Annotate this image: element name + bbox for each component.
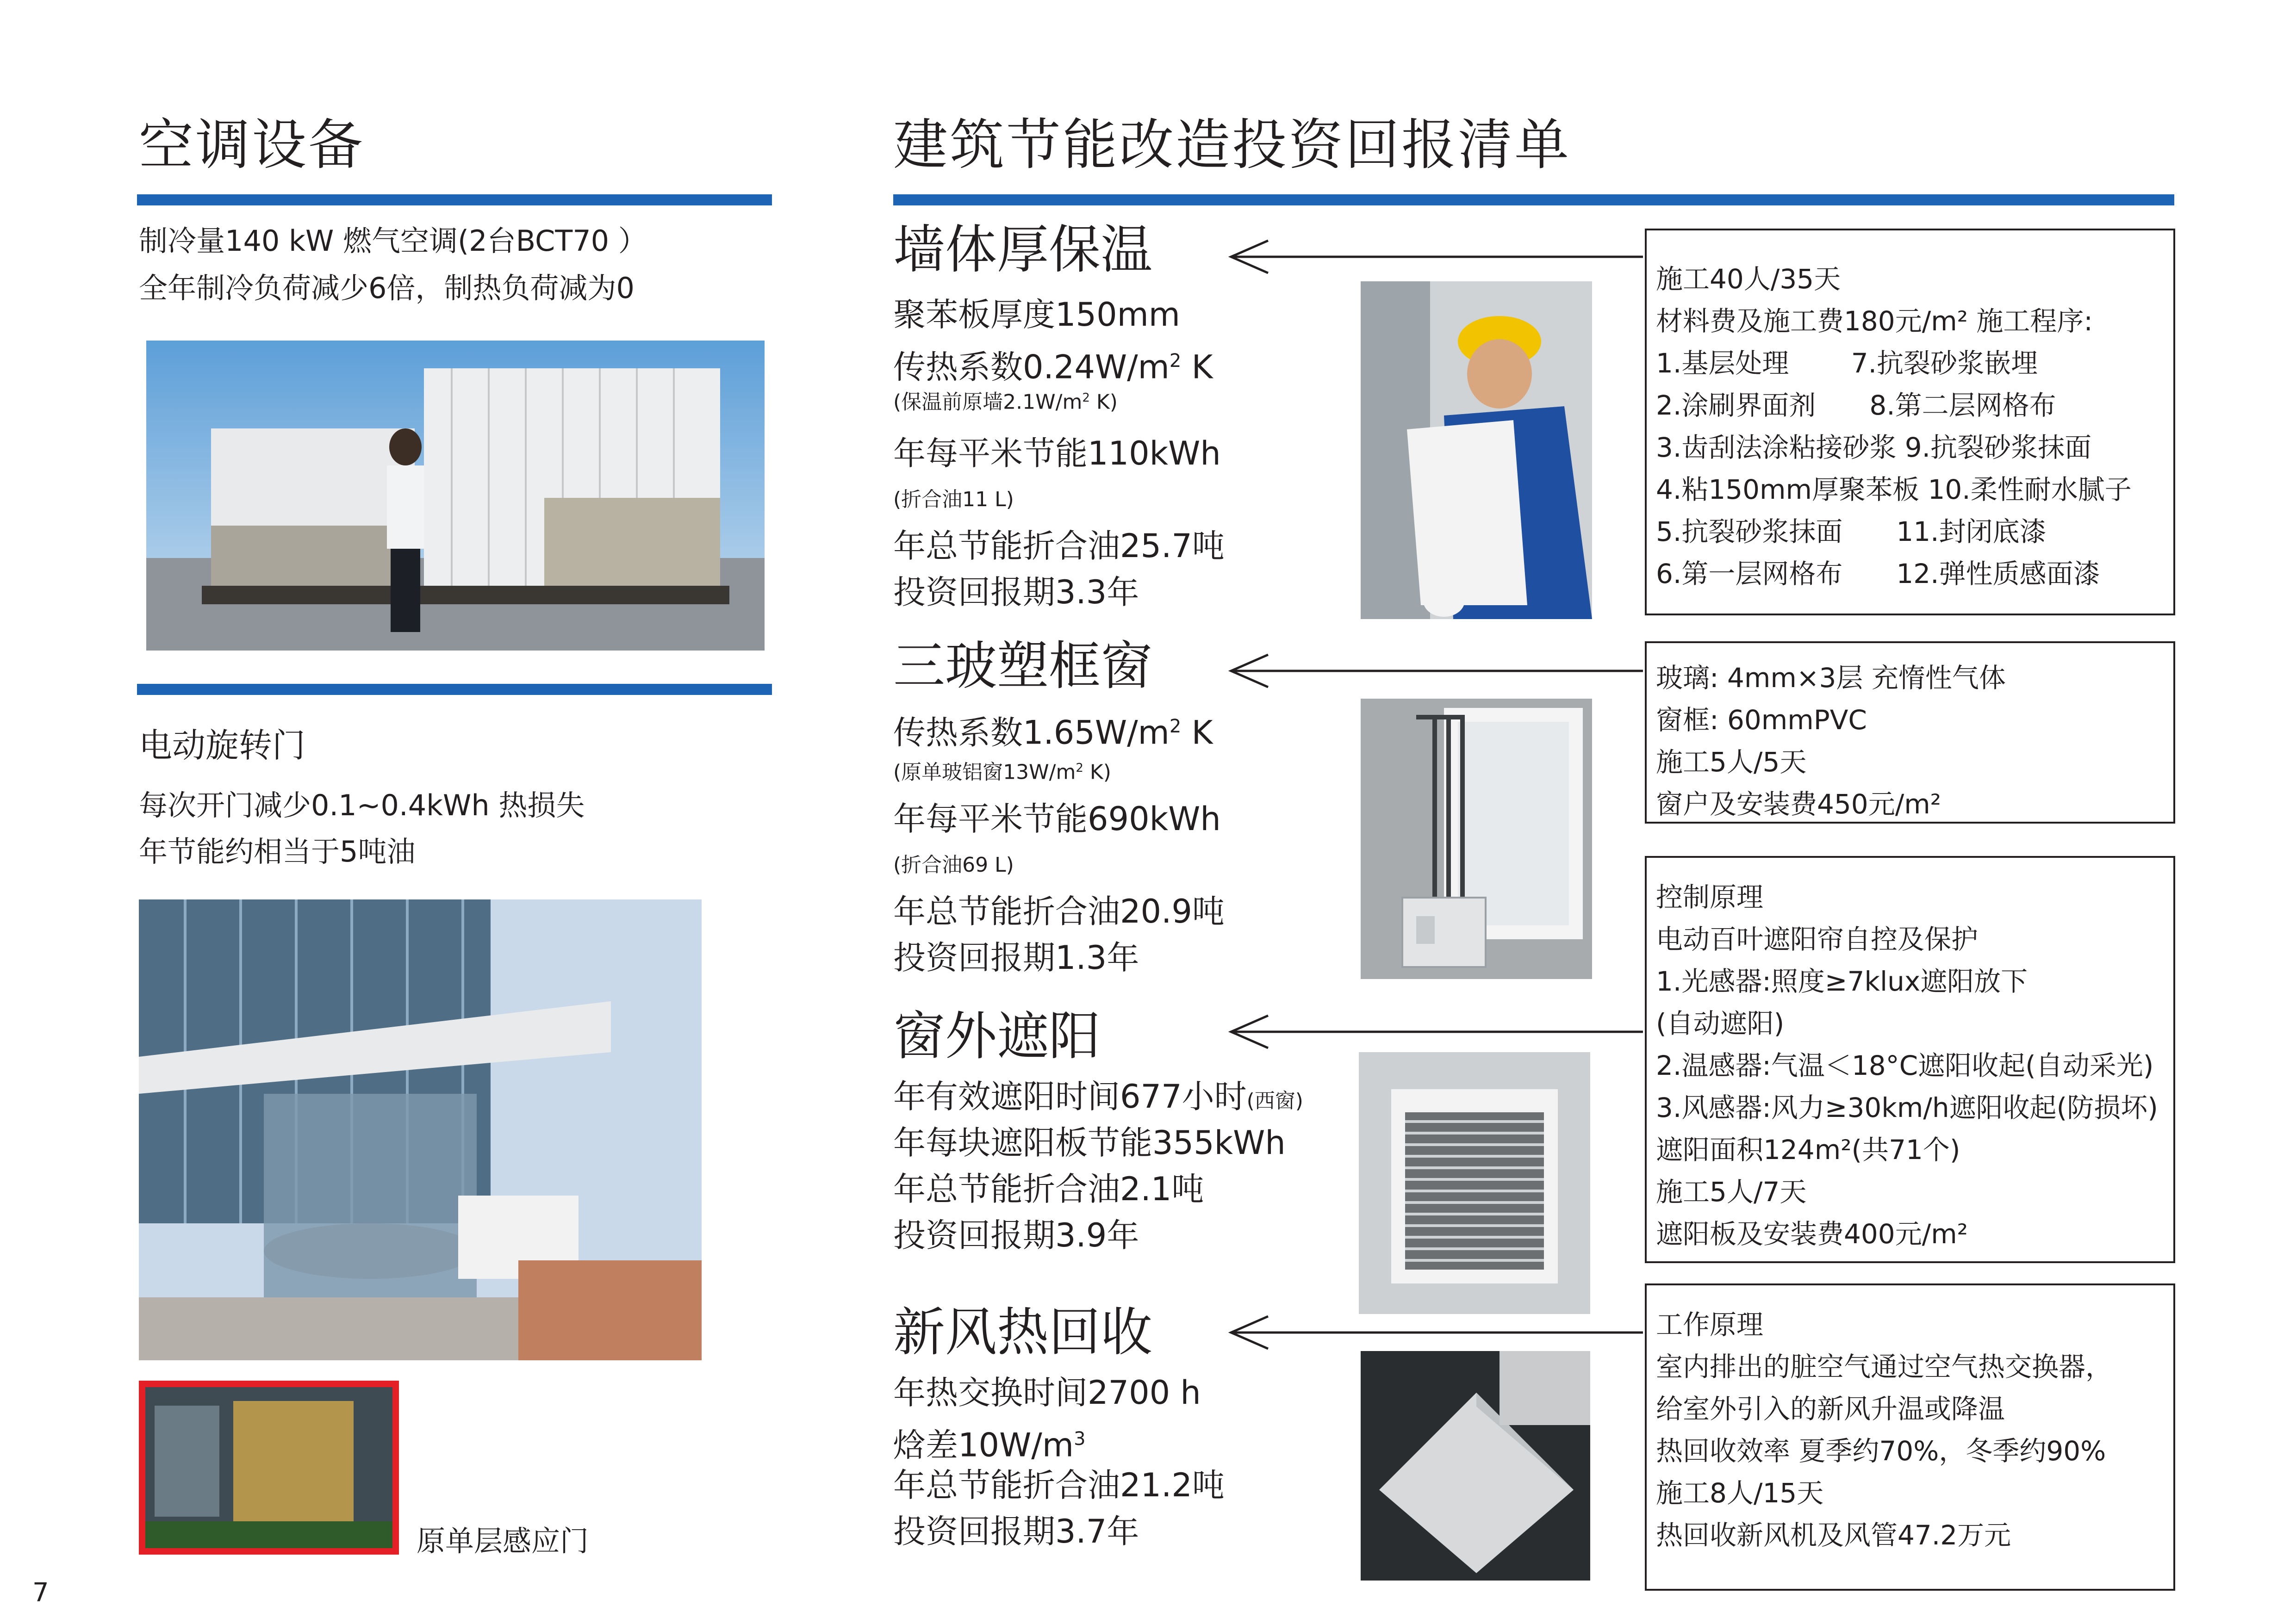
window-line-5: 年总节能折合油20.9吨 <box>893 893 1225 930</box>
wall-box-line: 1.基层处理 7.抗裂砂浆嵌埋 <box>1656 347 2038 379</box>
ac-line-2: 全年制冷负荷减少6倍，制热负荷减为0 <box>139 271 635 305</box>
heat-exchanger-photo <box>1361 1351 1590 1581</box>
door-divider <box>137 684 772 695</box>
title-divider <box>893 194 2174 205</box>
window-line-6: 投资回报期1.3年 <box>893 939 1139 977</box>
window-box-line: 窗框: 60mmPVC <box>1656 704 1867 736</box>
wall-line-7: 投资回报期3.3年 <box>893 573 1139 611</box>
wall-line-4: 年每平米节能110kWh <box>893 434 1221 472</box>
wall-line-5: (折合油11 L) <box>893 488 1014 511</box>
shading-box-line: 电动百叶遮阳帘自控及保护 <box>1656 924 1979 955</box>
heat-box-line: 施工8人/15天 <box>1656 1477 1824 1509</box>
shading-line-4: 投资回报期3.9年 <box>893 1216 1139 1254</box>
ac-photo <box>146 341 765 651</box>
ac-title: 空调设备 <box>139 113 365 177</box>
wall-box-line: 5.抗裂砂浆抹面 11.封闭底漆 <box>1656 516 2047 547</box>
wall-box-line: 4.粘150mm厚聚苯板 10.柔性耐水腻子 <box>1656 474 2132 505</box>
shading-box-line: 2.温感器:气温＜18°C遮阳收起(自动采光) <box>1656 1050 2154 1081</box>
section-heading-shading: 窗外遮阳 <box>893 1006 1101 1066</box>
window-line-2: (原单玻铝窗$13W/m^2$ K) <box>893 760 1111 784</box>
shading-info-box <box>1645 856 2175 1263</box>
wall-info-box <box>1645 229 2175 615</box>
heat-info-box <box>1645 1283 2175 1591</box>
heat-box-line: 室内排出的脏空气通过空气热交换器， <box>1656 1351 2113 1382</box>
window-line-1: 传热系数$1.65W/m^2$ K <box>893 713 1213 752</box>
shading-line-2: 年每块遮阳板节能355kWh <box>893 1124 1286 1162</box>
wall-box-line: 3.齿刮法涂粘接砂浆 9.抗裂砂浆抹面 <box>1656 432 2092 463</box>
worker-photo <box>1361 281 1592 619</box>
door-title: 电动旋转门 <box>139 726 306 765</box>
section-heading-wall: 墙体厚保温 <box>893 220 1152 280</box>
window-box-line: 施工5人/5天 <box>1656 746 1807 778</box>
shading-line-1: 年有效遮阳时间677小时(西窗) <box>893 1078 1303 1116</box>
shading-box-line: 遮阳板及安装费400元/m² <box>1656 1218 1968 1250</box>
arrow-left-icon <box>1226 652 1643 689</box>
shading-box-line: 3.风感器:风力≥30km/h遮阳收起(防损坏) <box>1656 1092 2158 1123</box>
old-door-caption: 原单层感应门 <box>417 1524 589 1558</box>
heat-box-line: 热回收效率 夏季约70%，冬季约90% <box>1656 1435 2106 1467</box>
window-line-4: (折合油69 L) <box>893 853 1014 877</box>
heat-box-line: 给室外引入的新风升温或降温 <box>1656 1393 2005 1425</box>
heat-line-2: 焓差$10W/m^3$ <box>893 1426 1086 1464</box>
arrow-left-icon <box>1226 238 1643 275</box>
shading-box-line: 控制原理 <box>1656 881 1764 913</box>
wall-box-line: 6.第一层网格布 12.弹性质感面漆 <box>1656 558 2100 589</box>
window-box-line: 窗户及安装费450元/m² <box>1656 788 1941 820</box>
heat-line-3: 年总节能折合油21.2吨 <box>893 1466 1225 1504</box>
shading-box-line: (自动遮阳) <box>1656 1008 1785 1039</box>
section-heading-heat-recovery: 新风热回收 <box>893 1302 1152 1363</box>
page-title: 建筑节能改造投资回报清单 <box>893 113 1571 177</box>
wall-box-line: 2.涂刷界面剂 8.第二层网格布 <box>1656 390 2056 421</box>
wall-line-3: (保温前原墙$2.1W/m^2$ K) <box>893 390 1118 414</box>
page-number: 7 <box>32 1578 49 1608</box>
window-line-3: 年每平米节能690kWh <box>893 800 1221 838</box>
section-heading-window: 三玻塑框窗 <box>893 636 1152 696</box>
shading-box-line: 遮阳面积124m²(共71个) <box>1656 1134 1960 1165</box>
door-line-1: 每次开门减少0.1~0.4kWh 热损失 <box>139 788 585 822</box>
door-line-2: 年节能约相当于5吨油 <box>139 835 416 868</box>
window-box-line: 玻璃: 4mm×3层 充惰性气体 <box>1656 662 2006 694</box>
revolving-door-photo <box>139 899 702 1360</box>
old-door-photo <box>139 1381 399 1555</box>
wall-line-6: 年总节能折合油25.7吨 <box>893 527 1225 565</box>
ac-line-1: 制冷量140 kW 燃气空调(2台BCT70 ） <box>139 224 647 258</box>
wall-box-line: 施工40人/35天 <box>1656 263 1841 295</box>
heat-box-line: 热回收新风机及风管47.2万元 <box>1656 1519 2011 1551</box>
arrow-left-icon <box>1226 1314 1643 1351</box>
shading-box-line: 施工5人/7天 <box>1656 1176 1807 1208</box>
wall-box-line: 材料费及施工费180元/m² 施工程序: <box>1656 305 2093 337</box>
shading-box-line: 1.光感器:照度≥7klux遮阳放下 <box>1656 966 2028 997</box>
heat-line-1: 年热交换时间2700 h <box>893 1374 1201 1412</box>
wall-line-2: 传热系数$0.24W/m^2$ K <box>893 348 1213 386</box>
window-frame-photo <box>1361 699 1592 979</box>
arrow-left-icon <box>1226 1013 1643 1050</box>
shutter-photo <box>1359 1052 1590 1314</box>
shading-line-3: 年总节能折合油2.1吨 <box>893 1170 1204 1208</box>
window-info-box <box>1645 641 2175 824</box>
heat-line-4: 投资回报期3.7年 <box>893 1513 1139 1550</box>
ac-divider <box>137 194 772 205</box>
heat-box-line: 工作原理 <box>1656 1309 1764 1340</box>
wall-line-1: 聚苯板厚度150mm <box>893 296 1180 334</box>
